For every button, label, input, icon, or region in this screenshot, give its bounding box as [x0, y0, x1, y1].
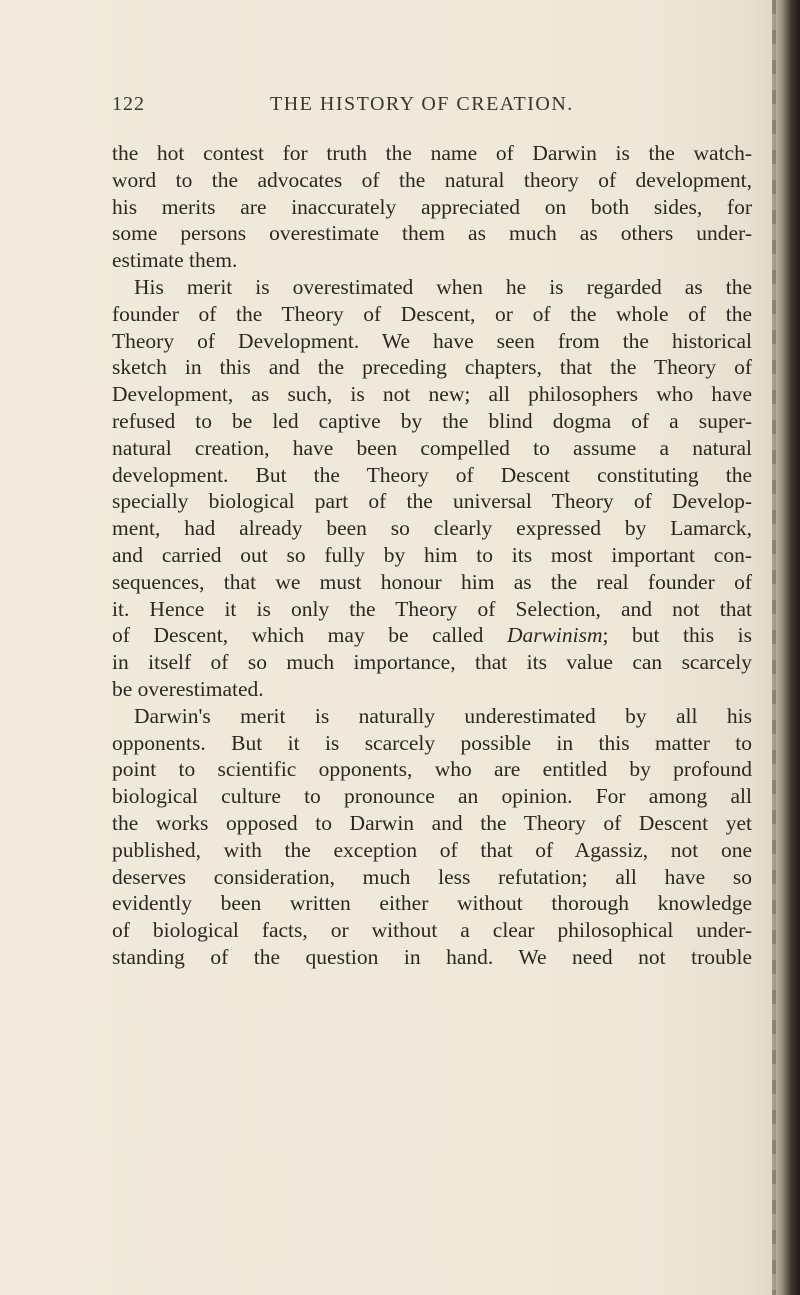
text-line: published, with the exception of that of Agassiz, not one — [112, 837, 752, 862]
text-line: some persons overestimate them as much as others under- — [112, 221, 752, 246]
text-line: deserves consideration, much less refutation; all have so — [112, 864, 752, 889]
text-line: his merits are inaccurately appreciated on both sides, for — [112, 194, 752, 219]
paragraph-start-line: His merit is overestimated when he is regarded as the — [134, 274, 752, 299]
text-line: of biological facts, or without a clear philosophical under- — [112, 918, 752, 943]
text-line: opponents. But it is scarcely possible in this matter to — [112, 730, 752, 755]
text-line: sequences, that we must honour him as the real founder of — [112, 569, 752, 594]
text-line: be overestimated. — [112, 676, 264, 701]
body-text — [112, 140, 752, 971]
text-line: specially biological part of the universal Theory of Develop- — [112, 489, 752, 514]
book-binding-edge — [772, 0, 776, 1295]
running-title: THE HISTORY OF CREATION. — [270, 93, 574, 115]
text-line: development. But the Theory of Descent constituting the — [112, 462, 752, 487]
text-line: evidently been written either without thorough knowledge — [112, 891, 752, 916]
italic-term: Darwinism — [506, 623, 603, 648]
text-segment: of Descent, which may be called — [112, 623, 484, 648]
text-line: the hot contest for truth the name of Darwin is the watch- — [112, 141, 752, 165]
text-line: word to the advocates of the natural theory of development, — [112, 167, 752, 192]
text-line: biological culture to pronounce an opinion. For among all — [112, 784, 752, 809]
text-line: point to scientific opponents, who are entitled by profound — [112, 757, 752, 782]
text-line: sketch in this and the preceding chapters, that the Theory of — [112, 355, 752, 380]
text-line: and carried out so fully by him to its most important con- — [112, 542, 752, 567]
text-line-with-italic — [112, 622, 752, 649]
page-number: 122 — [112, 93, 145, 115]
text-line: Development, as such, is not new; all philosophers who have — [112, 382, 752, 407]
paragraph-start-line: Darwin's merit is naturally underestimated by all his — [134, 703, 752, 728]
text-line: natural creation, have been compelled to assume a natural — [112, 435, 752, 460]
text-segment: ; but this is — [602, 623, 752, 648]
text-line: founder of the Theory of Descent, or of the whole of the — [112, 301, 752, 326]
text-line: estimate them. — [112, 248, 238, 273]
text-line: Theory of Development. We have seen from the historical — [112, 328, 752, 353]
text-line: in itself of so much importance, that its value can scarcely — [112, 650, 752, 675]
text-line: standing of the question in hand. We need not trouble — [112, 944, 752, 969]
book-spine-shadow — [772, 0, 800, 1295]
text-line: ment, had already been so clearly expressed by Lamarck, — [112, 516, 752, 541]
text-line: the works opposed to Darwin and the Theory of Descent yet — [112, 810, 752, 835]
text-line: it. Hence it is only the Theory of Selection, and not that — [112, 596, 752, 621]
page-header — [100, 93, 760, 123]
text-line: refused to be led captive by the blind dogma of a super- — [112, 408, 752, 433]
